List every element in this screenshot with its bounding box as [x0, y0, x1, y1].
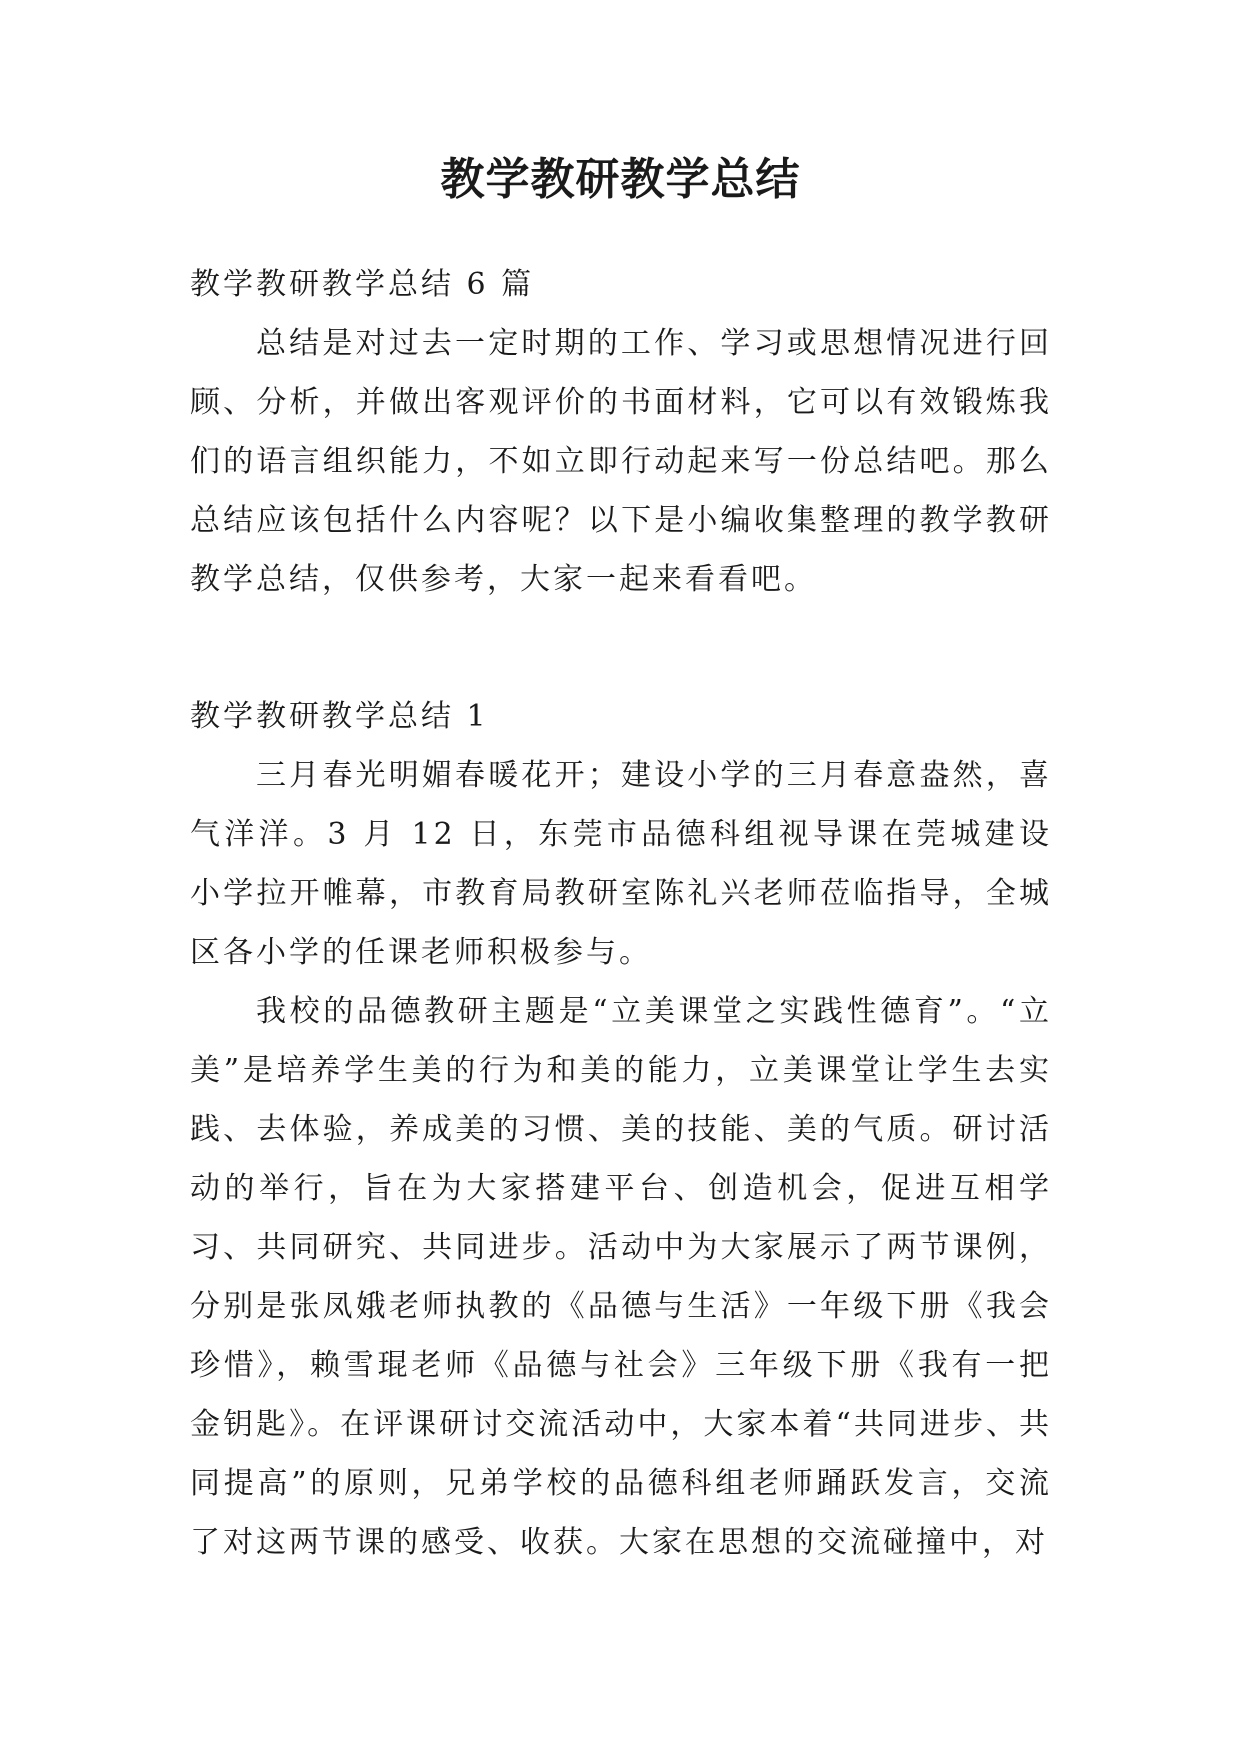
section1-paragraph-1: 三月春光明媚春暖花开；建设小学的三月春意盎然，喜气洋洋。3 月 12 日，东莞市品德科组视导课在莞城建设小学拉开帷幕，市教育局教研室陈礼兴老师莅临指导，全城区各小学的任课老师积极参与。	[190, 758, 1052, 970]
section1-heading: 教学教研教学总结 1	[190, 699, 489, 734]
section1-paragraph-2: 我校的品德教研主题是“立美课堂之实践性德育”。“立美”是培养学生美的行为和美的能力，立美课堂让学生去实践、去体验，养成美的习惯、美的技能、美的气质。研讨活动的举行，旨在为大家搭建平台、创造机会，促进互相学习、共同研究、共同进步。活动中为大家展示了两节课例，分别是张凤娥老师执教的《品德与生活》一年级下册《我会珍惜》，赖雪琨老师《品德与社会》三年级下册《我有一把金钥匙》。在评课研讨交流活动中，大家本着“共同进步、共同提高”的原则，兄弟学校的品德科组老师踊跃发言，交流了对这两节课的感受、收获。大家在思想的交流碰撞中，对	[190, 994, 1052, 1560]
section-spacer	[190, 609, 1052, 687]
intro-paragraph: 总结是对过去一定时期的工作、学习或思想情况进行回顾、分析，并做出客观评价的书面材料，它可以有效锻炼我们的语言组织能力，不如立即行动起来写一份总结吧。那么总结应该包括什么内容呢？以下是小编收集整理的教学教研教学总结，仅供参考，大家一起来看看吧。	[190, 326, 1052, 597]
document-body	[190, 255, 1052, 1572]
document-title: 教学教研教学总结	[440, 154, 801, 205]
intro-heading: 教学教研教学总结 6 篇	[190, 267, 535, 302]
